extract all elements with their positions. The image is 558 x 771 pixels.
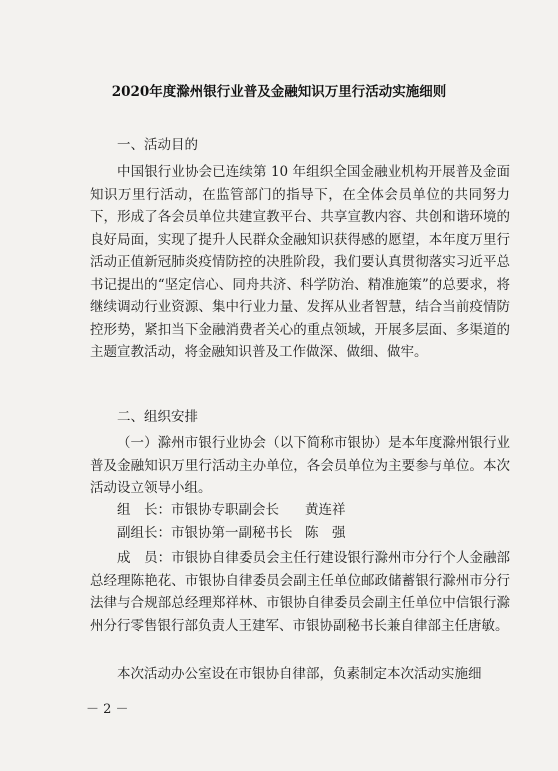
members-paragraph: 成 员：市银协自律委员会主任行建设银行滁州市分行个人金融部总经理陈艳花、市银协自律委员会副主任单位邮政储蓄银行滁州市分行法律与合规部总经理郑祥林、市银协自律委员会副主任单位中信银行滁州分行零售银行部负责人王建军、市银协副秘书长兼自律部主任唐敏。 <box>90 550 510 634</box>
section1-heading: 一、活动目的 <box>117 137 198 153</box>
leader-label: 组 长：市银协专职副会长 <box>117 502 279 518</box>
section2-paragraph-1: （一）滁州市银行业协会（以下简称市银协）是本年度滁州银行业普及金融知识万里行活动主办单位，各会员单位为主要参与单位。本次活动设立领导小组。 <box>90 435 510 496</box>
office-paragraph: 本次活动办公室设在市银协自律部，负素制定本次活动实施细 <box>117 666 482 682</box>
deputy-name: 陈 强 <box>305 525 346 541</box>
section2-heading: 二、组织安排 <box>117 409 198 425</box>
page-number: － 2 － <box>86 702 129 717</box>
leader-name: 黄连祥 <box>305 502 346 518</box>
document-title: 2020年度滁州银行业普及金融知识万里行活动实施细则 <box>111 84 447 100</box>
deputy-label: 副组长：市银协第一副秘书长 <box>117 525 293 541</box>
section1-body: 中国银行业协会已连续第 10 年组织全国金融业机构开展普及金面知识万里行活动，在监管部门的指导下，在全体会员单位的共同努力下，形成了各会员单位共建宣教平台、共享宣教内容、共创和谐环境的良好局面，实现了提升人民群众金融知识获得感的愿望，本年度万里行活动正值新冠肺炎疫情防控的决胜阶段，我们要认真贯彻落实习近平总书记提出的“坚定信心、同舟共济、科学防治、精准施策”的总要求，将继续调动行业资源、集中行业力量、发挥从业者智慧，结合当前疫情防控形势，紧扣当下金融消费者关心的重点领域，开展多层面、多渠道的主题宣教活动，将金融知识普及工作做深、做细、做牢。 <box>90 164 510 360</box>
